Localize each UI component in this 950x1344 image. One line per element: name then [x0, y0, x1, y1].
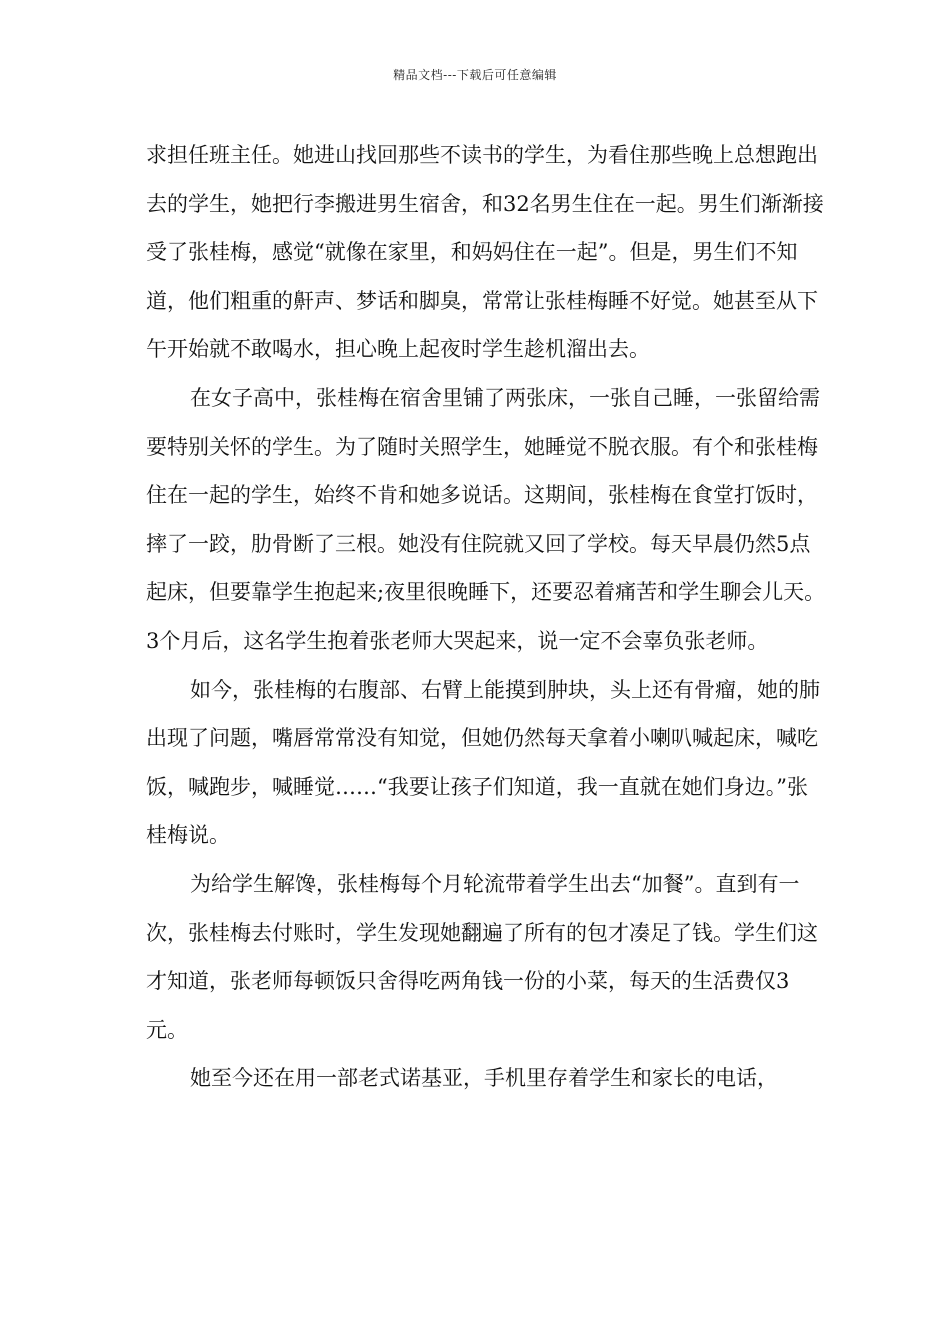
document-body	[146, 131, 826, 1103]
paragraph-1: 求担任班主任。她进山找回那些不读书的学生，为看住那些晚上总想跑出去的学生，她把行李搬进男生宿舍，和32名男生住在一起。男生们渐渐接受了张桂梅，感觉“就像在家里，和妈妈住在一起”。但是，男生们不知道，他们粗重的鼾声、梦话和脚臭，常常让张桂梅睡不好觉。她甚至从下午开始就不敢喝水，担心晚上起夜时学生趁机溜出去。	[146, 143, 824, 362]
paragraph-5: 她至今还在用一部老式诺基亚，手机里存着学生和家长的电话，	[190, 1066, 778, 1091]
paragraph-3: 如今，张桂梅的右腹部、右臂上能摸到肿块，头上还有骨瘤，她的肺出现了问题，嘴唇常常没有知觉，但她仍然每天拿着小喇叭喊起床，喊吃饭，喊跑步，喊睡觉……“我要让孩子们知道，我一直就在她们身边。”张桂梅说。	[146, 677, 820, 848]
page-header: 精品文档---下载后可任意编辑	[393, 68, 557, 82]
paragraph-2: 在女子高中，张桂梅在宿舍里铺了两张床，一张自己睡，一张留给需要特别关怀的学生。为了随时关照学生，她睡觉不脱衣服。有个和张桂梅住在一起的学生，始终不肯和她多说话。这期间，张桂梅在食堂打饭时，摔了一跤，肋骨断了三根。她没有住院就又回了学校。每天早晨仍然5点起床，但要靠学生抱起来;夜里很晚睡下，还要忍着痛苦和学生聊会儿天。3个月后，这名学生抱着张老师大哭起来，说一定不会辜负张老师。	[146, 385, 826, 653]
paragraph-4: 为给学生解馋，张桂梅每个月轮流带着学生出去“加餐”。直到有一次，张桂梅去付账时，学生发现她翻遍了所有的包才凑足了钱。学生们这才知道，张老师每顿饭只舍得吃两角钱一份的小菜，每天的生活费仅3元。	[146, 871, 818, 1042]
